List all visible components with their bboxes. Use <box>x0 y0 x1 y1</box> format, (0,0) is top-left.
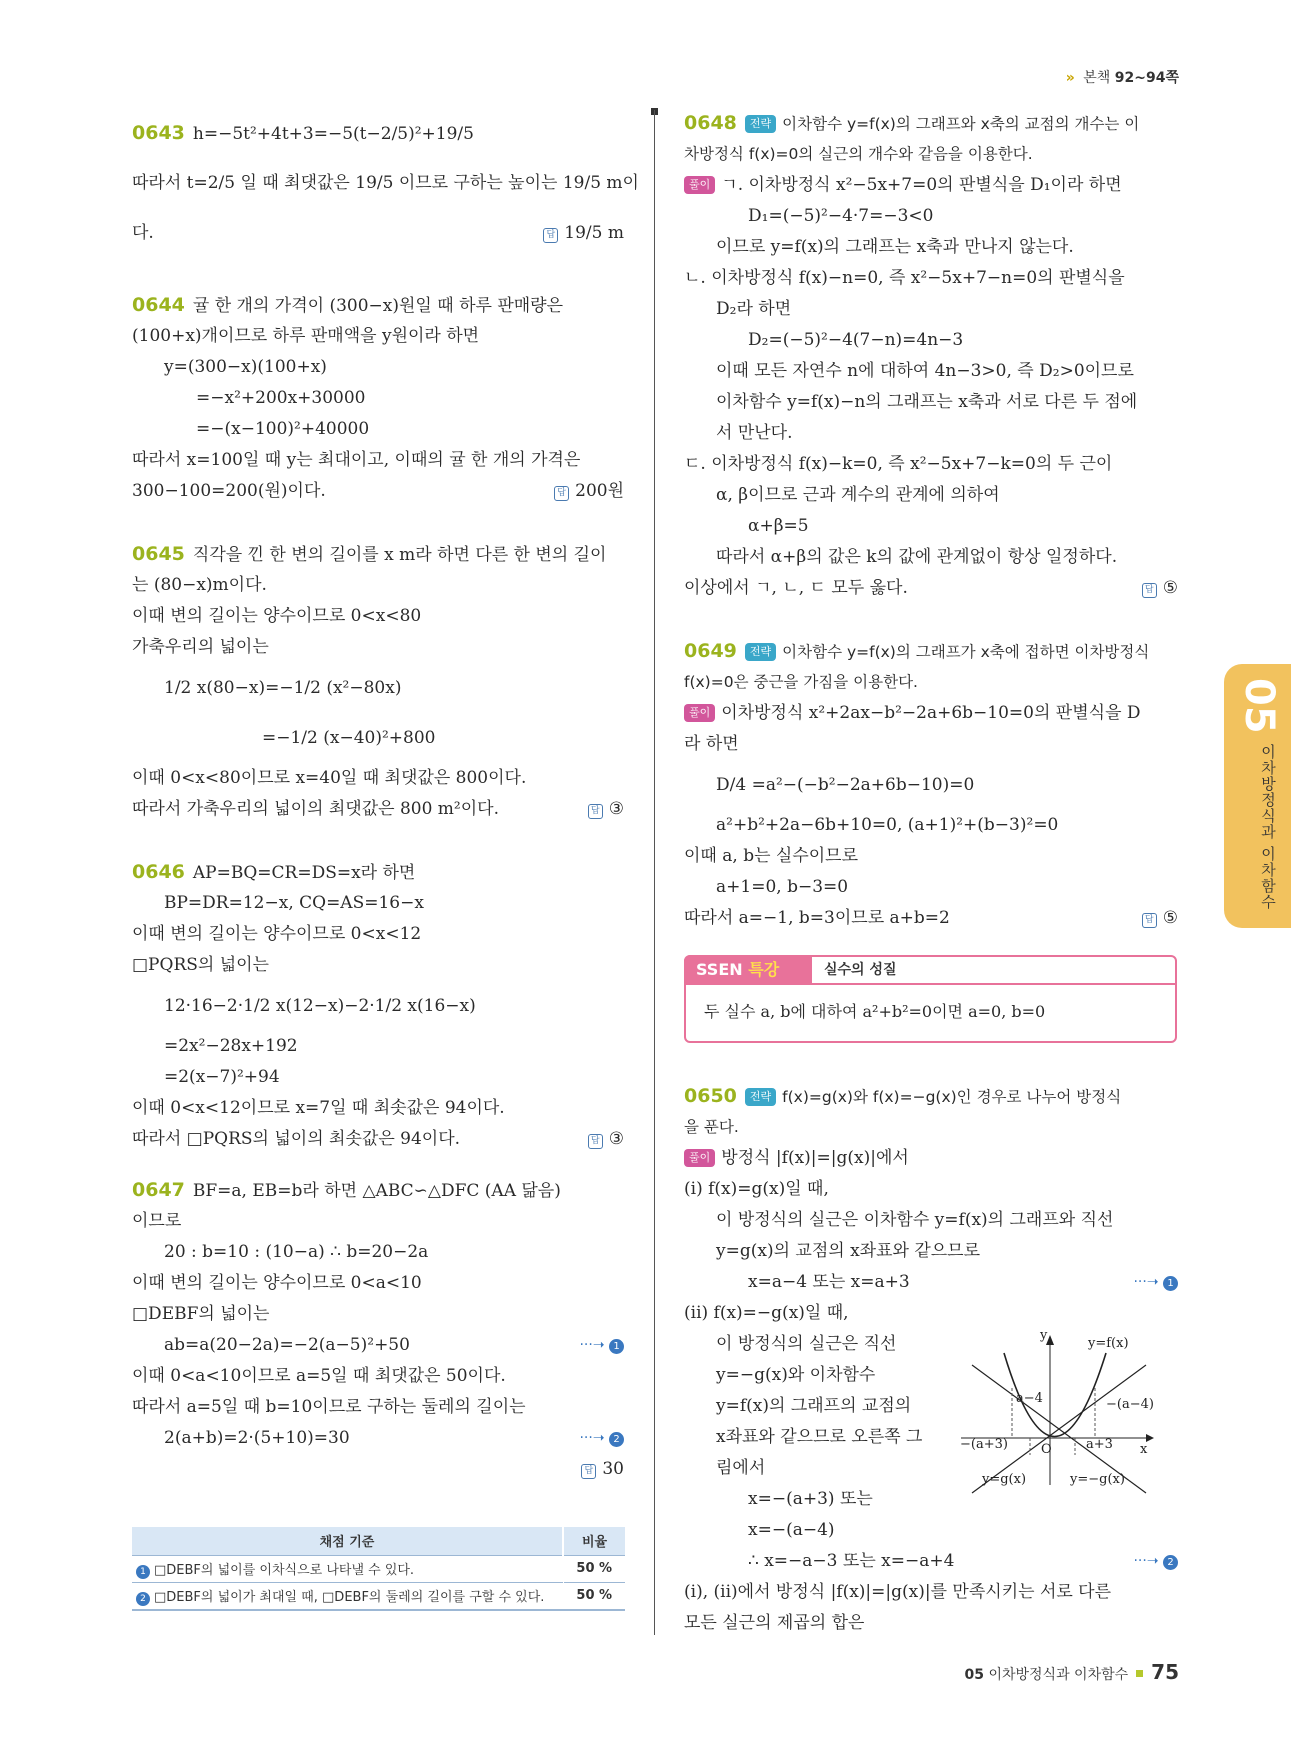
criterion-text: □DEBF의 넓이가 최대일 때, □DEBF의 둘레의 길이를 구할 수 있다. <box>154 1589 545 1605</box>
strategy-tag: 전략 <box>745 1088 776 1106</box>
line-text: 직각을 낀 한 변의 길이를 x m라 하면 다른 한 변의 길이 <box>192 545 607 565</box>
text-line <box>684 511 1178 542</box>
line-text: (100+x)개이므로 하루 판매액을 y원이라 하면 <box>132 326 480 346</box>
line-text: a+1=0, b−3=0 <box>716 877 849 897</box>
step-number-icon: 2 <box>1163 1555 1178 1570</box>
line-text: 따라서 a=−1, b=3이므로 a+b=2 <box>684 908 950 928</box>
strategy-tag: 전략 <box>745 643 776 661</box>
text-line <box>684 903 1178 934</box>
line-text: 따라서 x=100일 때 y는 최대이고, 이때의 귤 한 개의 가격은 <box>132 450 581 470</box>
text-line <box>684 387 1178 418</box>
chevron-right-icon: » <box>1065 70 1075 86</box>
text-line <box>684 1515 1178 1546</box>
line-text: AP=BQ=CR=DS=x라 하면 <box>192 863 416 883</box>
line-text: 이때 변의 길이는 양수이므로 0<x<80 <box>132 606 422 626</box>
footer-chapter-number: 05 <box>964 1667 984 1683</box>
answer <box>581 1454 624 1485</box>
text-line <box>684 841 1178 872</box>
text-line <box>684 1205 1178 1236</box>
text-line <box>132 1392 624 1423</box>
line-text: 따라서 a=5일 때 b=10이므로 구하는 둘레의 길이는 <box>132 1397 526 1417</box>
step-number-icon: 1 <box>609 1339 624 1354</box>
text-line <box>132 208 624 258</box>
y-axis-label: y <box>1040 1328 1048 1343</box>
line-text: 서 만난다. <box>716 423 793 443</box>
grading-row <box>132 1582 625 1610</box>
line-text: 300−100=200(원)이다. <box>132 481 326 501</box>
text-line <box>684 418 1178 449</box>
line-text: □DEBF의 넓이는 <box>132 1304 270 1324</box>
problem-number: 0647 <box>132 1179 185 1201</box>
answer-icon: 답 <box>1142 583 1157 598</box>
solution-start <box>684 170 1178 201</box>
line-text: 라 하면 <box>684 734 739 754</box>
text-line <box>132 1031 624 1062</box>
strategy-tag: 전략 <box>745 115 776 133</box>
text-line <box>132 383 624 414</box>
solution-start <box>684 698 1178 729</box>
line-text: x=a−4 또는 x=a+3 <box>748 1272 910 1292</box>
line-text: 이때 변의 길이는 양수이므로 0<x<12 <box>132 924 422 944</box>
right-column <box>684 108 1178 934</box>
text-line <box>132 663 624 713</box>
line-text: α, β이므로 근과 계수의 관계에 의하여 <box>716 485 1000 505</box>
line-text: D₁=(−5)²−4·7=−3<0 <box>748 206 934 226</box>
problem-number: 0646 <box>132 861 185 883</box>
grading-table-header <box>132 1527 625 1555</box>
text-line <box>132 321 624 352</box>
problem-start <box>132 108 624 158</box>
chapter-side-tab[interactable] <box>1224 664 1291 928</box>
line-text: 2(a+b)=2·(5+10)=30 <box>164 1428 350 1448</box>
spacer <box>684 604 1178 636</box>
line-text: 따라서 t=2/5 일 때 최댓값은 19/5 이므로 구하는 높이는 19/5 m이 <box>132 173 639 193</box>
page-reference <box>1066 67 1179 87</box>
ssen-tip-box <box>684 955 1177 1043</box>
text-line <box>684 1577 1178 1608</box>
line-text: 을 푼다. <box>684 1118 739 1136</box>
answer <box>588 1124 624 1155</box>
answer <box>588 794 624 825</box>
footer-chapter-title: 이차방정식과 이차함수 <box>988 1667 1129 1683</box>
ssen-tip-header <box>684 955 1177 985</box>
solution-start <box>684 1143 1178 1174</box>
line-text: 이므로 y=f(x)의 그래프는 x축과 만나지 않는다. <box>716 237 1074 257</box>
text-line <box>684 729 1178 760</box>
line-text: 이차함수 y=f(x)−n의 그래프는 x축과 서로 다른 두 점에 <box>716 392 1138 412</box>
chapter-tab-number: 05 <box>1236 678 1282 734</box>
grading-criterion <box>132 1555 563 1582</box>
line-text: ab=a(20−2a)=−2(a−5)²+50 <box>164 1335 410 1355</box>
label-minus-a-plus-3: −(a+3) <box>960 1437 1008 1452</box>
line-text: 이상에서 ㄱ, ㄴ, ㄷ 모두 옳다. <box>684 578 908 598</box>
text-line <box>684 294 1178 325</box>
problem-number: 0649 <box>684 640 737 662</box>
text-line <box>132 713 624 763</box>
text-line <box>132 1062 624 1093</box>
text-line <box>132 158 639 208</box>
label-a-plus-3: a+3 <box>1086 1437 1113 1452</box>
line-text: =2(x−7)²+94 <box>164 1067 280 1087</box>
line-text: 따라서 가축우리의 넓이의 최댓값은 800 m²이다. <box>132 799 499 819</box>
step-2-icon: 2 <box>136 1592 150 1606</box>
label-a-minus-4: a−4 <box>1016 1391 1043 1406</box>
text-line <box>684 449 1178 480</box>
line-text: f(x)=0은 중근을 가짐을 이용한다. <box>684 673 918 691</box>
line-text: 이차함수 y=f(x)의 그래프가 x축에 접하면 이차방정식 <box>782 643 1150 661</box>
line-text: 20 : b=10 : (10−a) ∴ b=20−2a <box>164 1242 429 1262</box>
spacer <box>132 825 624 857</box>
answer-icon: 답 <box>1142 913 1157 928</box>
line-text: h=−5t²+4t+3=−5(t−2/5)²+19/5 <box>192 124 474 144</box>
parabola-label: y=f(x) <box>1088 1336 1129 1351</box>
left-column <box>132 108 639 1485</box>
answer-icon: 답 <box>588 804 603 819</box>
line-text: (i) f(x)=g(x)일 때, <box>684 1179 829 1199</box>
line-text: 이때 0<a<10이므로 a=5일 때 최댓값은 50이다. <box>132 1366 506 1386</box>
answer <box>1142 903 1178 934</box>
text-line <box>684 201 1178 232</box>
line-minus-g-label: y=−g(x) <box>1070 1472 1125 1487</box>
line-text: =2x²−28x+192 <box>164 1036 298 1056</box>
line-text: ∴ x=−a−3 또는 x=−a+4 <box>748 1551 955 1571</box>
text-line <box>684 872 1178 903</box>
answer-value: 200원 <box>575 481 624 501</box>
line-text: 다. <box>132 223 154 243</box>
answer-icon: 답 <box>581 1464 596 1479</box>
line-text: y=(300−x)(100+x) <box>164 357 327 377</box>
line-text: 이차함수 y=f(x)의 그래프와 x축의 교점의 개수는 이 <box>782 115 1140 133</box>
line-text: f(x)=g(x)와 f(x)=−g(x)인 경우로 나누어 방정식 <box>782 1088 1122 1106</box>
text-line <box>684 1546 1178 1577</box>
step-1-icon: 1 <box>136 1565 150 1579</box>
text-line <box>132 1268 624 1299</box>
text-line <box>132 1299 624 1330</box>
line-text: (i), (ii)에서 방정식 |f(x)|=|g(x)|를 만족시키는 서로 다른 <box>684 1582 1112 1602</box>
text-line <box>684 1608 1178 1639</box>
ssen-badge <box>684 955 812 985</box>
text-line <box>684 760 1178 810</box>
answer-value: ③ <box>608 1129 624 1149</box>
line-text: ㄱ. 이차방정식 x²−5x+7=0의 판별식을 D₁이라 하면 <box>721 175 1122 195</box>
chapter-tab-title: 이차방정식과 이차함수 <box>1259 744 1277 910</box>
text-line <box>132 1237 624 1268</box>
origin-label: O <box>1041 1442 1052 1457</box>
line-text: D₂라 하면 <box>716 299 792 319</box>
criteria-header: 채점 기준 <box>132 1527 563 1555</box>
text-line <box>684 1174 1178 1205</box>
step-marker: ···➝ 2 <box>1133 1546 1178 1577</box>
text-line <box>132 1093 624 1124</box>
answer-icon: 답 <box>543 228 558 243</box>
line-text: 이때 a, b는 실수이므로 <box>684 846 859 866</box>
x-axis-arrow-icon <box>1146 1434 1154 1442</box>
answer <box>543 208 624 258</box>
line-text: BF=a, EB=b라 하면 △ABC∽△DFC (AA 닮음) <box>192 1181 561 1201</box>
line-text: 차방정식 f(x)=0의 실근의 개수와 같음을 이용한다. <box>684 145 1033 163</box>
problem-number: 0644 <box>132 294 185 316</box>
text-line <box>132 476 624 507</box>
grading-table <box>132 1527 625 1611</box>
absolute-value-graph <box>956 1325 1186 1495</box>
line-text: 림에서 <box>716 1458 766 1478</box>
problem-start <box>132 1175 624 1206</box>
line-text: 따라서 α+β의 값은 k의 값에 관계없이 항상 일정하다. <box>716 547 1118 567</box>
line-text: y=−g(x)와 이차함수 <box>716 1365 876 1385</box>
answer <box>1142 573 1178 604</box>
line-text: 이므로 <box>132 1211 182 1231</box>
problem-start <box>132 857 624 888</box>
line-text: 귤 한 개의 가격이 (300−x)원일 때 하루 판매량은 <box>192 296 564 316</box>
problem-start <box>684 108 1178 139</box>
ssen-tip-title: 실수의 성질 <box>824 962 897 978</box>
text-line <box>684 139 1178 170</box>
ssen-badge-brand: SSEN <box>696 960 743 979</box>
answer-value: ③ <box>608 799 624 819</box>
text-line <box>132 601 624 632</box>
footer-square-icon <box>1136 1670 1143 1677</box>
reference-pages: 92~94쪽 <box>1114 70 1179 86</box>
line-text: y=f(x)의 그래프의 교점의 <box>716 1396 912 1416</box>
step-number-icon: 2 <box>609 1432 624 1447</box>
answer-value: 19/5 m <box>564 223 624 243</box>
line-text: 이때 모든 자연수 n에 대하여 4n−3>0, 즉 D₂>0이므로 <box>716 361 1134 381</box>
text-line <box>684 480 1178 511</box>
spacer <box>132 507 624 539</box>
line-text: D/4 =a²−(−b²−2a+6b−10)=0 <box>716 775 975 795</box>
text-line <box>132 763 624 794</box>
text-line <box>684 1236 1178 1267</box>
text-line <box>132 919 624 950</box>
problem-number: 0650 <box>684 1085 737 1107</box>
grading-criterion <box>132 1582 563 1610</box>
step-marker: ···➝ 1 <box>579 1330 624 1361</box>
answer-value: ⑤ <box>1162 578 1178 598</box>
answer-value: 30 <box>602 1459 624 1479</box>
x-axis-label: x <box>1140 1442 1148 1457</box>
column-divider <box>654 110 655 1635</box>
text-line <box>684 542 1178 573</box>
line-text: x=−(a−4) <box>748 1520 835 1540</box>
solution-tag: 풀이 <box>684 176 715 194</box>
problem-start <box>684 636 1178 667</box>
line-text: α+β=5 <box>748 516 809 536</box>
line-text: x=−(a+3) 또는 <box>748 1489 873 1509</box>
solution-tag: 풀이 <box>684 704 715 722</box>
problem-start <box>132 290 624 321</box>
text-line <box>132 981 624 1031</box>
line-text: 는 (80−x)m이다. <box>132 575 267 595</box>
problem-number: 0645 <box>132 543 185 565</box>
line-text: 12·16−2·1/2 x(12−x)−2·1/2 x(16−x) <box>164 996 476 1016</box>
text-line <box>132 414 624 445</box>
ratio-header: 비율 <box>563 1527 625 1555</box>
solution-tag: 풀이 <box>684 1149 715 1167</box>
answer-value: ⑤ <box>1162 908 1178 928</box>
line-text: D₂=(−5)²−4(7−n)=4n−3 <box>748 330 964 350</box>
text-line <box>684 810 1178 841</box>
spacer <box>132 258 624 290</box>
criterion-text: □DEBF의 넓이를 이차식으로 나타낼 수 있다. <box>154 1562 415 1578</box>
page-footer <box>965 1660 1179 1684</box>
reference-book: 본책 <box>1083 70 1111 86</box>
text-line <box>684 356 1178 387</box>
line-text: 따라서 □PQRS의 넓이의 최솟값은 94이다. <box>132 1129 461 1149</box>
line-text: =−x²+200x+30000 <box>196 388 366 408</box>
text-line <box>132 445 624 476</box>
step-number-icon: 1 <box>1163 1276 1178 1291</box>
line-text: 이때 변의 길이는 양수이므로 0<a<10 <box>132 1273 422 1293</box>
line-text: 1/2 x(80−x)=−1/2 (x²−80x) <box>164 678 402 698</box>
answer <box>554 476 624 507</box>
line-text: ㄷ. 이차방정식 f(x)−k=0, 즉 x²−5x+7−k=0의 두 근이 <box>684 454 1113 474</box>
problem-start <box>132 539 624 570</box>
text-line <box>684 325 1178 356</box>
text-line <box>132 1124 624 1155</box>
line-text: BP=DR=12−x, CQ=AS=16−x <box>164 893 424 913</box>
problem-number: 0648 <box>684 112 737 134</box>
text-line <box>684 232 1178 263</box>
line-text: 이때 0<x<12이므로 x=7일 때 최솟값은 94이다. <box>132 1098 505 1118</box>
spacer <box>132 1155 624 1175</box>
line-text: 모든 실근의 제곱의 합은 <box>684 1613 865 1633</box>
text-line <box>132 570 624 601</box>
line-text: 이 방정식의 실근은 직선 <box>716 1334 897 1354</box>
text-line <box>684 1112 1178 1143</box>
text-line <box>684 573 1178 604</box>
text-line <box>132 1330 624 1361</box>
text-line <box>684 263 1178 294</box>
text-line <box>684 1267 1178 1298</box>
grading-ratio: 50 % <box>563 1555 625 1582</box>
text-line <box>132 352 624 383</box>
line-text: □PQRS의 넓이는 <box>132 955 269 975</box>
problem-number: 0643 <box>132 122 185 144</box>
line-text: =−1/2 (x−40)²+800 <box>262 728 436 748</box>
label-minus-a-minus-4: −(a−4) <box>1106 1397 1154 1412</box>
line-text: ㄴ. 이차방정식 f(x)−n=0, 즉 x²−5x+7−n=0의 판별식을 <box>684 268 1125 288</box>
answer-icon: 답 <box>588 1134 603 1149</box>
line-text: 이차방정식 x²+2ax−b²−2a+6b−10=0의 판별식을 D <box>721 703 1141 723</box>
text-line <box>132 1361 624 1392</box>
line-text: a²+b²+2a−6b+10=0, (a+1)²+(b−3)²=0 <box>716 815 1059 835</box>
line-g-label: y=g(x) <box>982 1472 1027 1487</box>
line-text: 이때 0<x<80이므로 x=40일 때 최댓값은 800이다. <box>132 768 527 788</box>
problem-start <box>684 1081 1178 1112</box>
text-line <box>132 632 624 663</box>
grading-row <box>132 1555 625 1582</box>
line-text: x좌표와 같으므로 오른쪽 그 <box>716 1427 923 1447</box>
text-line <box>132 888 624 919</box>
text-line <box>684 667 1178 698</box>
answer-icon: 답 <box>554 486 569 501</box>
line-text: 이 방정식의 실근은 이차함수 y=f(x)의 그래프와 직선 <box>716 1210 1114 1230</box>
line-text: =−(x−100)²+40000 <box>196 419 370 439</box>
line-text: y=g(x)의 교점의 x좌표와 같으므로 <box>716 1241 981 1261</box>
text-line <box>132 950 624 981</box>
step-marker: ···➝ 1 <box>1133 1267 1178 1298</box>
line-text: 방정식 |f(x)|=|g(x)|에서 <box>721 1148 909 1168</box>
page-number: 75 <box>1151 1660 1179 1684</box>
grading-ratio: 50 % <box>563 1582 625 1610</box>
text-line <box>132 1454 624 1485</box>
text-line <box>132 1423 624 1454</box>
text-line <box>132 1206 624 1237</box>
text-line <box>132 794 624 825</box>
line-text: (ii) f(x)=−g(x)일 때, <box>684 1303 849 1323</box>
ssen-tip-body: 두 실수 a, b에 대하여 a²+b²=0이면 a=0, b=0 <box>704 1002 1046 1021</box>
step-marker: ···➝ 2 <box>579 1423 624 1454</box>
ssen-badge-label: 특강 <box>748 960 780 979</box>
line-text: 가축우리의 넓이는 <box>132 637 269 657</box>
